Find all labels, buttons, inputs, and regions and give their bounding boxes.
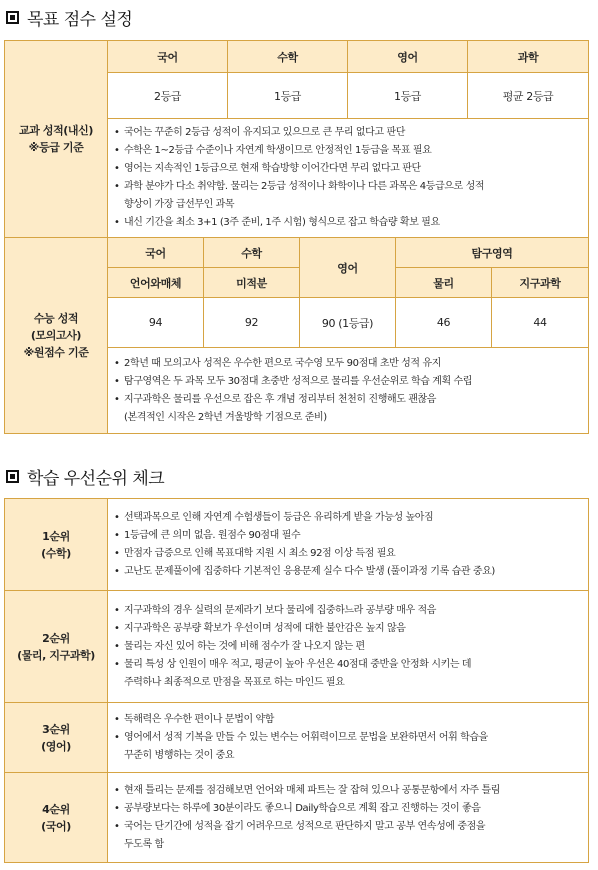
priority-notes-1 [108, 499, 589, 591]
suneung-label: 수능 성적 [33, 312, 79, 325]
priority-rank-label: 2순위 [42, 631, 70, 645]
naesin-row-header [5, 41, 108, 238]
priority-rank-label: 3순위 [42, 722, 70, 736]
list-item: • 선택과목으로 인해 자연계 수험생들이 등급은 유리하게 받을 가능성 높아짐 [114, 509, 582, 527]
table-row [5, 499, 589, 591]
naesin-label: 교과 성적(내신) [18, 124, 94, 137]
priority-table [4, 498, 589, 863]
naesin-value-english: 1등급 [348, 73, 468, 119]
naesin-header-english: 영어 [348, 41, 468, 73]
suneung-value-math: 92 [204, 298, 300, 348]
list-item: • 국어는 꾸준히 2등급 성적이 유지되고 있으므로 큰 무리 없다고 판단 [114, 124, 582, 142]
list-item-continuation: 두도록 함 [124, 838, 164, 850]
priority-subject-label: (영어) [41, 739, 71, 753]
priority-rank-4 [5, 773, 108, 863]
priority-rank-3 [5, 703, 108, 773]
priority-notes-3 [108, 703, 589, 773]
list-item-line: 물리 특성 상 인원이 매우 적고, 평균이 높아 우선은 40점대 중반을 안정화 시키는 데 [124, 658, 472, 670]
list-item: • 지구과학은 공부량 확보가 우선이며 성적에 대한 불안감은 높지 않음 [114, 620, 582, 638]
naesin-value-korean: 2등급 [108, 73, 228, 119]
table-row [5, 773, 589, 863]
list-item-continuation: (본격적인 시작은 2학년 겨울방학 기점으로 준비) [124, 411, 327, 423]
suneung-table [4, 237, 589, 434]
naesin-header-science: 과학 [468, 41, 589, 73]
list-item [114, 729, 582, 765]
priority-rank-label: 1순위 [42, 529, 70, 543]
list-item-line: 과학 분야가 다소 취약함. 물리는 2등급 성적이나 화학이나 다른 과목은 4등급으로 성적 [124, 181, 485, 192]
suneung-subheader-earth-science: 지구과학 [492, 268, 589, 298]
suneung-header-inquiry: 탐구영역 [396, 238, 589, 268]
list-item [114, 391, 582, 427]
section-title-goal [6, 5, 132, 30]
priority-subject-label: (수학) [41, 546, 71, 560]
list-item: • 영어는 지속적인 1등급으로 현재 학습방향 이어간다면 무리 없다고 판단 [114, 160, 582, 178]
table-row [5, 703, 589, 773]
priority-notes-4 [108, 773, 589, 863]
suneung-value-earth-science: 44 [492, 298, 589, 348]
checkbox-square-icon [6, 470, 19, 483]
list-item-line: 지구과학은 물리를 우선으로 잡은 후 개념 정리부터 천천히 진행해도 괜찮음 [124, 393, 437, 405]
list-item: • 내신 기간을 최소 3+1 (3주 준비, 1주 시험) 형식으로 잡고 학습량 확보 필요 [114, 214, 582, 232]
list-item [114, 656, 582, 692]
naesin-sublabel: ※등급 기준 [28, 141, 84, 154]
list-item: • 독해력은 우수한 편이나 문법이 약함 [114, 711, 582, 729]
priority-subject-label: (국어) [41, 819, 71, 833]
naesin-table [4, 40, 589, 238]
priority-subject-label: (물리, 지구과학) [17, 648, 95, 662]
suneung-subheader-language: 언어와매체 [108, 268, 204, 298]
list-item: • 탐구영역은 두 과목 모두 30점대 초중반 성적으로 물리를 우선순위로 학습 계획 수립 [114, 373, 582, 391]
list-item [114, 818, 582, 854]
section-title-priority [6, 464, 164, 489]
naesin-value-science: 평균 2등급 [468, 73, 589, 119]
priority-rank-1 [5, 499, 108, 591]
list-item: • 2학년 때 모의고사 성적은 우수한 편으로 국수영 모두 90점대 초반 성적 유지 [114, 355, 582, 373]
list-item: • 현재 틀리는 문제를 점검해보면 언어와 매체 파트는 잘 잡혀 있으나 공통문항에서 자주 틀림 [114, 782, 582, 800]
list-item: • 물리는 자신 있어 하는 것에 비해 점수가 잘 나오지 않는 편 [114, 638, 582, 656]
list-item-continuation: 향상이 가장 급선무인 과목 [124, 199, 235, 210]
naesin-value-math: 1등급 [228, 73, 348, 119]
naesin-header-korean: 국어 [108, 41, 228, 73]
suneung-row-header [5, 238, 108, 434]
list-item-line: 영어에서 성적 기복을 만들 수 있는 변수는 어휘력이므로 문법을 보완하면서 어휘 학습을 [124, 731, 488, 743]
suneung-header-english: 영어 [300, 238, 396, 298]
priority-notes-2 [108, 591, 589, 703]
suneung-label-sub: (모의고사) [30, 329, 82, 342]
table-row [5, 591, 589, 703]
suneung-header-math: 수학 [204, 238, 300, 268]
suneung-subheader-physics: 물리 [396, 268, 492, 298]
checkbox-square-icon [6, 11, 19, 24]
list-item-line: 국어는 단기간에 성적을 잡기 어려우므로 성적으로 판단하지 말고 공부 연속성에 중점을 [124, 820, 486, 832]
list-item: • 수학은 1~2등급 수준이나 자연계 학생이므로 안정적인 1등급을 목표 필요 [114, 142, 582, 160]
list-item-continuation: 주력하나 최종적으로 만점을 목표로 하는 마인드 필요 [124, 676, 345, 688]
list-item-continuation: 꾸준히 병행하는 것이 중요 [124, 749, 235, 761]
suneung-sublabel: ※원점수 기준 [23, 346, 89, 359]
suneung-value-physics: 46 [396, 298, 492, 348]
list-item: • 공부량보다는 하루에 30분이라도 좋으니 Daily학습으로 계획 잡고 진행하는 것이 좋음 [114, 800, 582, 818]
list-item: • 1등급에 큰 의미 없음. 원점수 90점대 필수 [114, 527, 582, 545]
suneung-header-korean: 국어 [108, 238, 204, 268]
list-item: • 지구과학의 경우 실력의 문제라기 보다 물리에 집중하느라 공부량 매우 적음 [114, 602, 582, 620]
suneung-value-english: 90 (1등급) [300, 298, 396, 348]
section-title-goal-text: 목표 점수 설정 [27, 10, 133, 30]
list-item: • 고난도 문제풀이에 집중하다 기본적인 응용문제 실수 다수 발생 (풀이과정 기록 습관 중요) [114, 563, 582, 581]
suneung-subheader-calculus: 미적분 [204, 268, 300, 298]
naesin-notes [108, 119, 589, 238]
section-title-priority-text: 학습 우선순위 체크 [27, 469, 165, 489]
suneung-value-korean: 94 [108, 298, 204, 348]
suneung-notes [108, 348, 589, 434]
priority-rank-label: 4순위 [42, 802, 70, 816]
naesin-header-math: 수학 [228, 41, 348, 73]
list-item [114, 178, 582, 214]
list-item: • 만점자 급증으로 인해 목표대학 지원 시 최소 92점 이상 득점 필요 [114, 545, 582, 563]
priority-rank-2 [5, 591, 108, 703]
